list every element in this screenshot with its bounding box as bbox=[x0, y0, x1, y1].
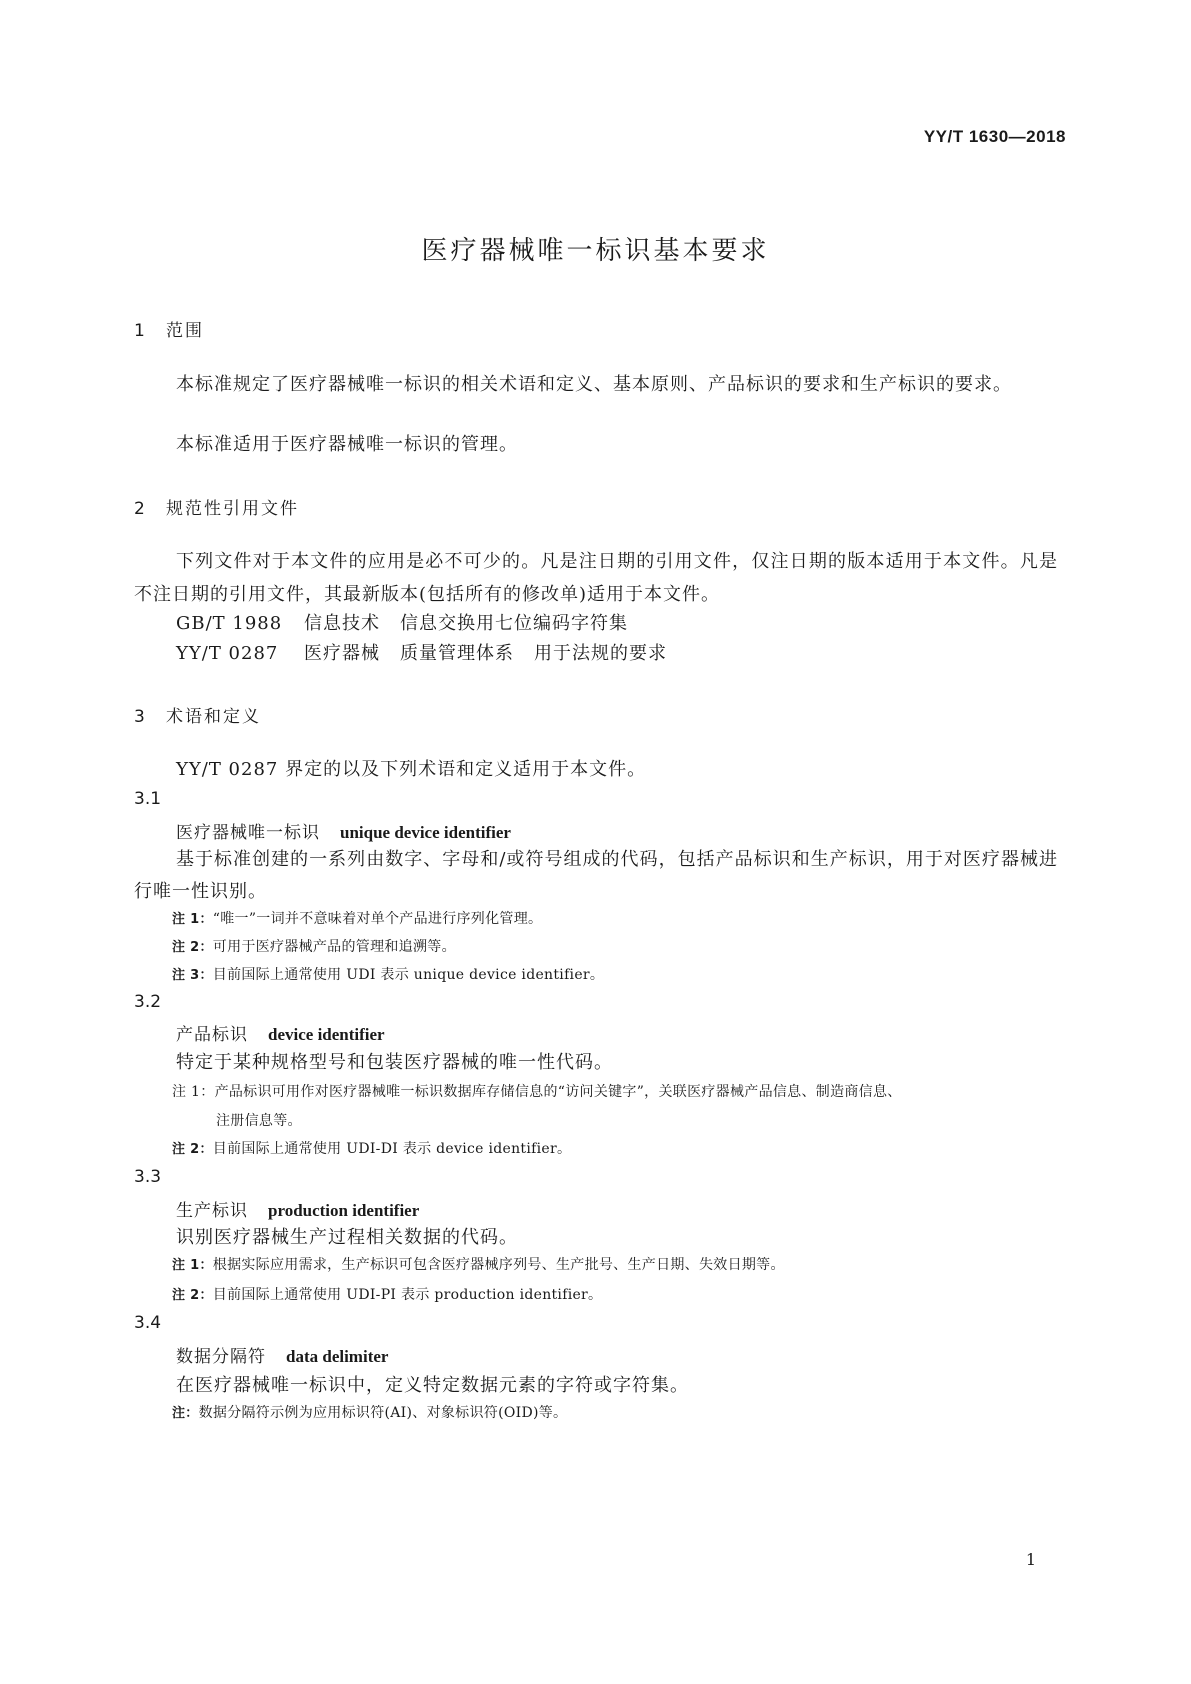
section-number: 2 bbox=[134, 499, 145, 519]
terms-intro: YY/T 0287 界定的以及下列术语和定义适用于本文件。 bbox=[176, 759, 647, 780]
section-title: 规范性引用文件 bbox=[166, 499, 299, 519]
term-english: device identifier bbox=[268, 1025, 385, 1044]
reference-item bbox=[176, 609, 628, 635]
section-number: 1 bbox=[134, 321, 145, 341]
scope-paragraph-1: 本标准规定了医疗器械唯一标识的相关术语和定义、基本原则、产品标识的要求和生产标识的要求。 bbox=[176, 374, 1012, 395]
term-heading bbox=[176, 1020, 385, 1045]
note-text: 可用于医疗器械产品的管理和追溯等。 bbox=[212, 939, 456, 955]
clause-number: 3.1 bbox=[134, 789, 162, 809]
term-definition: 特定于某种规格型号和包装医疗器械的唯一性代码。 bbox=[176, 1052, 613, 1073]
clause-number: 3.4 bbox=[134, 1313, 162, 1333]
document-title: 医疗器械唯一标识基本要求 bbox=[421, 236, 770, 266]
term-chinese: 医疗器械唯一标识 bbox=[176, 823, 320, 843]
reference-code: GB/T 1988 bbox=[176, 613, 283, 634]
reference-title-part: 医疗器械 bbox=[304, 643, 380, 664]
reference-title-part: 用于法规的要求 bbox=[534, 643, 667, 664]
clause-number: 3.3 bbox=[134, 1167, 162, 1187]
term-definition: 识别医疗器械生产过程相关数据的代码。 bbox=[176, 1227, 518, 1248]
note-text: 目前国际上通常使用 UDI-PI 表示 production identifier。 bbox=[212, 1287, 603, 1303]
section-title: 范围 bbox=[166, 321, 204, 341]
term-heading bbox=[176, 1196, 419, 1221]
section-heading-normative-references bbox=[134, 494, 299, 519]
term-note bbox=[172, 908, 542, 928]
section-title: 术语和定义 bbox=[166, 707, 261, 727]
note-label: 注 1： bbox=[172, 912, 213, 927]
term-note bbox=[172, 936, 456, 956]
note-text: 产品标识可用作对医疗器械唯一标识数据库存储信息的“访问关键字”，关联医疗器械产品信息、制造商信息、 bbox=[214, 1084, 902, 1100]
section-heading-terms-definitions bbox=[134, 702, 261, 727]
term-definition: 在医疗器械唯一标识中，定义特定数据元素的字符或字符集。 bbox=[176, 1375, 689, 1396]
term-heading bbox=[176, 1342, 388, 1367]
note-label: 注 1： bbox=[172, 1084, 215, 1100]
term-english: unique device identifier bbox=[340, 823, 511, 842]
reference-title-part: 质量管理体系 bbox=[400, 643, 514, 664]
page-number: 1 bbox=[1025, 1550, 1036, 1569]
note-text: 目前国际上通常使用 UDI 表示 unique device identifier。 bbox=[212, 967, 605, 983]
term-note bbox=[172, 1402, 567, 1422]
note-label: 注 3： bbox=[172, 968, 213, 983]
term-note bbox=[172, 964, 604, 984]
term-english: data delimiter bbox=[286, 1347, 389, 1366]
note-label: 注 2： bbox=[172, 1288, 213, 1303]
section-number: 3 bbox=[134, 707, 145, 727]
note-text: 根据实际应用需求，生产标识可包含医疗器械序列号、生产批号、生产日期、失效日期等。 bbox=[212, 1257, 785, 1273]
term-heading bbox=[176, 818, 511, 843]
term-note bbox=[172, 1078, 1064, 1136]
reference-code: YY/T 0287 bbox=[176, 643, 279, 664]
note-text: 数据分隔符示例为应用标识符(AI)、对象标识符(OID)等。 bbox=[198, 1405, 568, 1421]
reference-title-part: 信息技术 bbox=[304, 613, 380, 634]
term-definition: 基于标准创建的一系列由数字、字母和/或符号组成的代码，包括产品标识和生产标识，用于对医疗器械进行唯一性识别。 bbox=[134, 849, 1058, 902]
note-label: 注 2： bbox=[172, 940, 213, 955]
note-text-continued: 注册信息等。 bbox=[216, 1113, 302, 1129]
note-text: “唯一”一词并不意味着对单个产品进行序列化管理。 bbox=[212, 911, 543, 927]
reference-title-part: 信息交换用七位编码字符集 bbox=[400, 613, 628, 634]
term-chinese: 数据分隔符 bbox=[176, 1347, 266, 1367]
scope-paragraph-2: 本标准适用于医疗器械唯一标识的管理。 bbox=[176, 434, 518, 455]
standard-code: YY/T 1630—2018 bbox=[923, 127, 1066, 146]
note-text: 目前国际上通常使用 UDI-DI 表示 device identifier。 bbox=[212, 1141, 572, 1157]
references-paragraph: 下列文件对于本文件的应用是必不可少的。凡是注日期的引用文件，仅注日期的版本适用于本文件。凡是不注日期的引用文件，其最新版本(包括所有的修改单)适用于本文件。 bbox=[134, 551, 1058, 605]
term-note bbox=[172, 1138, 571, 1158]
reference-item bbox=[176, 639, 667, 665]
note-label: 注 1： bbox=[172, 1258, 213, 1273]
term-english: production identifier bbox=[268, 1201, 420, 1220]
section-heading-scope bbox=[134, 316, 204, 341]
term-chinese: 生产标识 bbox=[176, 1201, 248, 1221]
term-note bbox=[172, 1284, 602, 1304]
note-label: 注： bbox=[172, 1406, 199, 1421]
term-chinese: 产品标识 bbox=[176, 1025, 248, 1045]
clause-number: 3.2 bbox=[134, 992, 162, 1012]
term-note bbox=[172, 1254, 785, 1274]
note-label: 注 2： bbox=[172, 1142, 213, 1157]
